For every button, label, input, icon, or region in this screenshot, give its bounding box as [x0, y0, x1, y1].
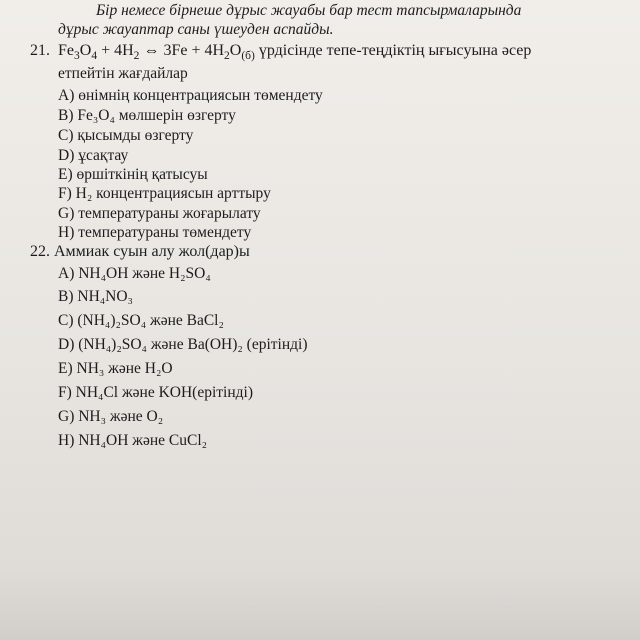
q21-option-a: А) өнімнің концентрациясын төмендету [58, 87, 323, 104]
q21-option-e: Е) өршіткінің қатысуы [58, 166, 208, 183]
question-21 [30, 42, 532, 63]
q22-option-f: F) NH₄Cl және KOH(ерітінді) [58, 384, 254, 401]
q22-option-g: G) NH₃ және O₂ [58, 408, 164, 425]
page-shadow [0, 570, 640, 640]
q22-option-d: D) (NH₄)₂SO₄ және Ba(OH)₂ (ерітінді) [58, 336, 308, 353]
question-21-text: үрдісінде тепе-теңдіктің ығысуына әсер [258, 42, 532, 59]
q22-option-b: B) NH₄NO₃ [58, 288, 133, 305]
question-21-number: 21. [30, 42, 50, 59]
q22-option-e: E) NH₃ және H₂O [58, 360, 173, 377]
question-21-text-line-2: етпейтін жағдайлар [58, 65, 188, 82]
q21-option-g: G) температураны жоғарылату [58, 205, 261, 222]
q21-option-d: D) ұсақтау [58, 147, 129, 164]
q22-option-a: A) NH₄OH және H₂SO₄ [58, 265, 211, 282]
instructions-line-2: дұрыс жауаптар саны үшеуден аспайды. [58, 21, 334, 38]
q22-option-c: C) (NH₄)₂SO₄ және BaCl₂ [58, 312, 224, 329]
question-21-equation: $Fe_3O_4 + 4H_2$ ⇔ $3Fe + 4H_2O_{(б)}$ [54, 42, 255, 63]
q21-option-f: F) H₂ концентрациясын арттыру [58, 185, 271, 202]
question-22-title: 22. Аммиак суын алу жол(дар)ы [30, 243, 250, 260]
q22-option-h: H) NH₄OH және CuCl₂ [58, 432, 208, 449]
q21-option-b: В) Fe₃O₄ мөлшерін өзгерту [58, 107, 236, 124]
instructions-line-1: Бір немесе бірнеше дұрыс жауабы бар тест тапсырмаларында [96, 2, 522, 19]
q21-option-h: Н) температураны төмендету [58, 224, 252, 241]
q21-option-c: С) қысымды өзгерту [58, 127, 194, 144]
